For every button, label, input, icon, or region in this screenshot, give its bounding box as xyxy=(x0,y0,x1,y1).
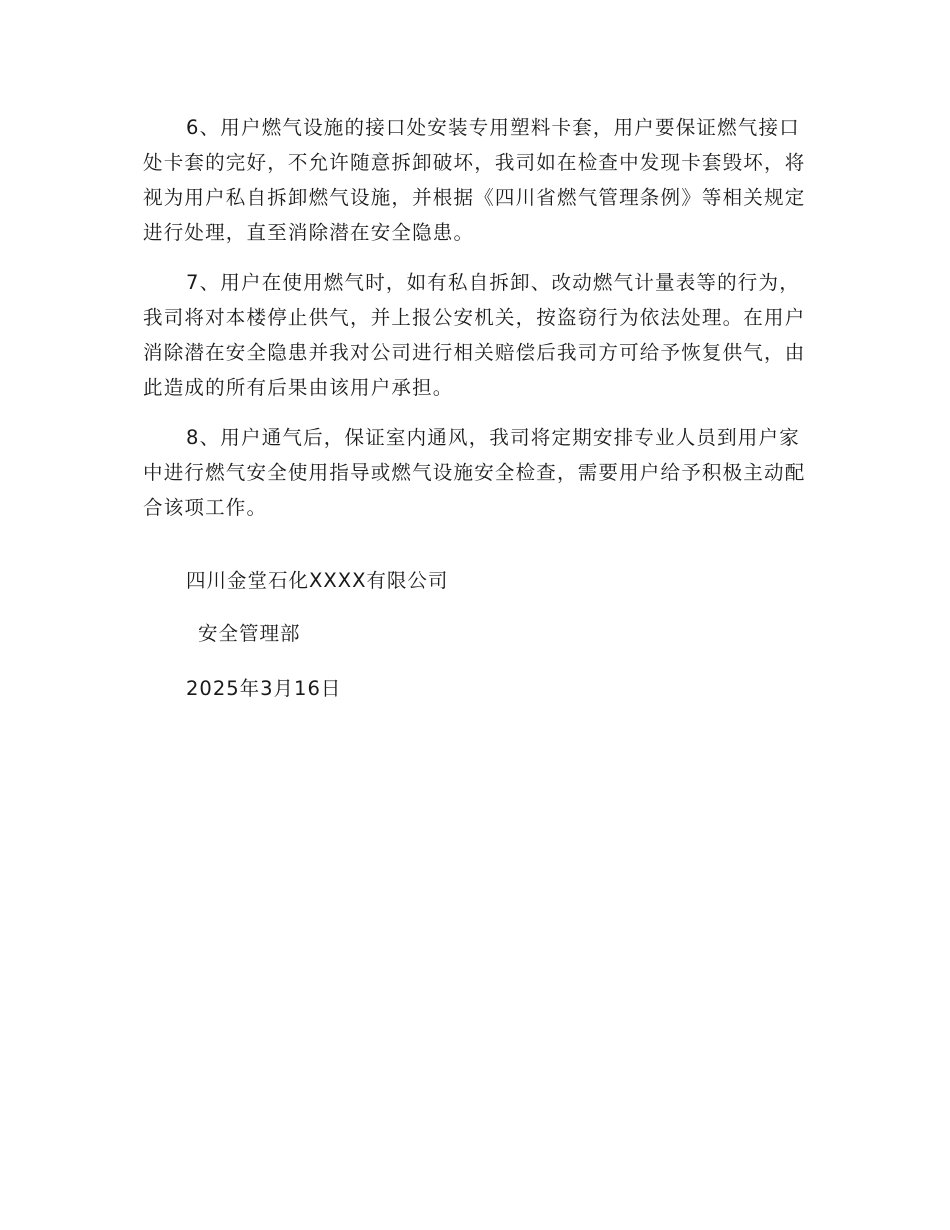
paragraph-item-7: 7、用户在使用燃气时，如有私自拆卸、改动燃气计量表等的行为，我司将对本楼停止供气，并上报公安机关，按盗窃行为依法处理。在用户消除潜在安全隐患并我对公司进行相关赔偿后我司方可给予恢复供气，由此造成的所有后果由该用户承担。 xyxy=(143,271,806,399)
signature-department: 安全管理部 xyxy=(198,622,301,645)
signature-date: 2025年3月16日 xyxy=(186,677,342,700)
signature-company: 四川金堂石化XXXX有限公司 xyxy=(186,569,449,592)
document-body xyxy=(143,110,808,540)
paragraph-item-6: 6、用户燃气设施的接口处安装专用塑料卡套，用户要保证燃气接口处卡套的完好，不允许随意拆卸破坏，我司如在检查中发现卡套毁坏，将视为用户私自拆卸燃气设施，并根据《四川省燃气管理条例》等相关规定进行处理，直至消除潜在安全隐患。 xyxy=(143,116,806,244)
paragraph-item-8: 8、用户通气后，保证室内通风，我司将定期安排专业人员到用户家中进行燃气安全使用指导或燃气设施安全检查，需要用户给予积极主动配合该项工作。 xyxy=(143,426,806,519)
